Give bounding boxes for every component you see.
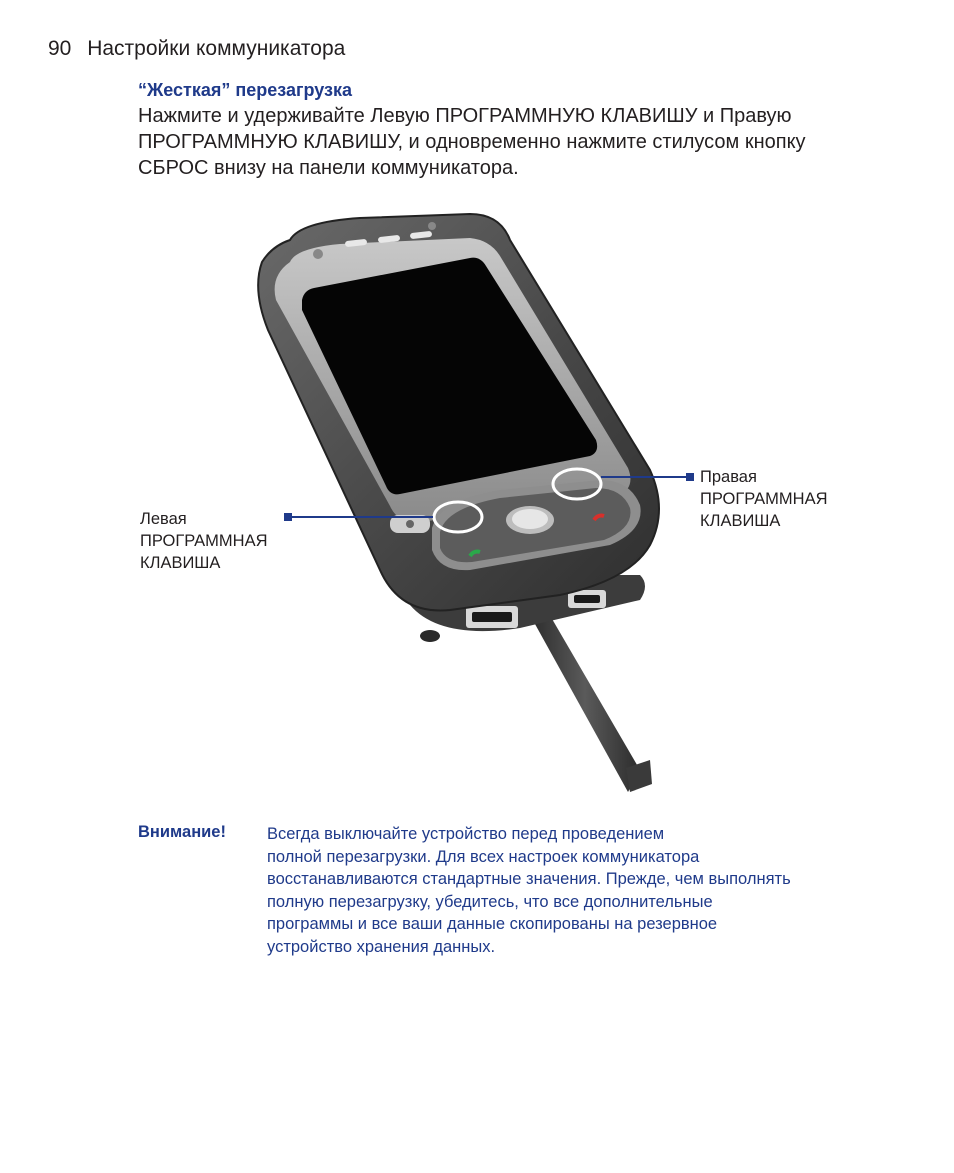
warning-line: программы и все ваши данные скопированы на резервное bbox=[267, 915, 718, 933]
right-softkey-callout bbox=[700, 466, 828, 532]
warning-label: Внимание! bbox=[138, 823, 226, 841]
chapter-title: Настройки коммуникатора bbox=[87, 37, 346, 60]
stylus bbox=[530, 612, 652, 792]
callout-line: Левая bbox=[140, 510, 187, 528]
instructions-paragraph bbox=[138, 103, 878, 181]
page-number: 90 bbox=[48, 37, 72, 60]
callout-line: ПРОГРАММНАЯ bbox=[700, 490, 828, 508]
callout-line: КЛАВИША bbox=[140, 554, 221, 572]
warning-line: полную перезагрузку, убедитесь, что все дополнительные bbox=[267, 892, 713, 911]
instruction-line: Нажмите и удерживайте Левую ПРОГРАММНУЮ КЛАВИШУ и Правую bbox=[138, 105, 792, 127]
warning-line: восстанавливаются стандартные значения. Прежде, чем выполнять bbox=[267, 870, 791, 888]
warning-line: Всегда выключайте устройство перед проведением bbox=[267, 825, 665, 843]
callout-line: КЛАВИША bbox=[700, 512, 781, 530]
callout-line: ПРОГРАММНАЯ bbox=[140, 532, 268, 550]
warning-line: устройство хранения данных. bbox=[267, 937, 496, 956]
page-header bbox=[48, 37, 345, 61]
instruction-line: ПРОГРАММНУЮ КЛАВИШУ, и одновременно нажмите стилусом кнопку bbox=[138, 131, 806, 153]
instruction-line: СБРОС внизу на панели коммуникатора. bbox=[138, 157, 519, 179]
warning-text bbox=[267, 823, 867, 958]
left-softkey-callout bbox=[140, 508, 268, 574]
callout-line: Правая bbox=[700, 468, 757, 486]
section-title: “Жесткая” перезагрузка bbox=[138, 80, 352, 100]
warning-line: полной перезагрузки. Для всех настроек коммуникатора bbox=[267, 847, 700, 866]
